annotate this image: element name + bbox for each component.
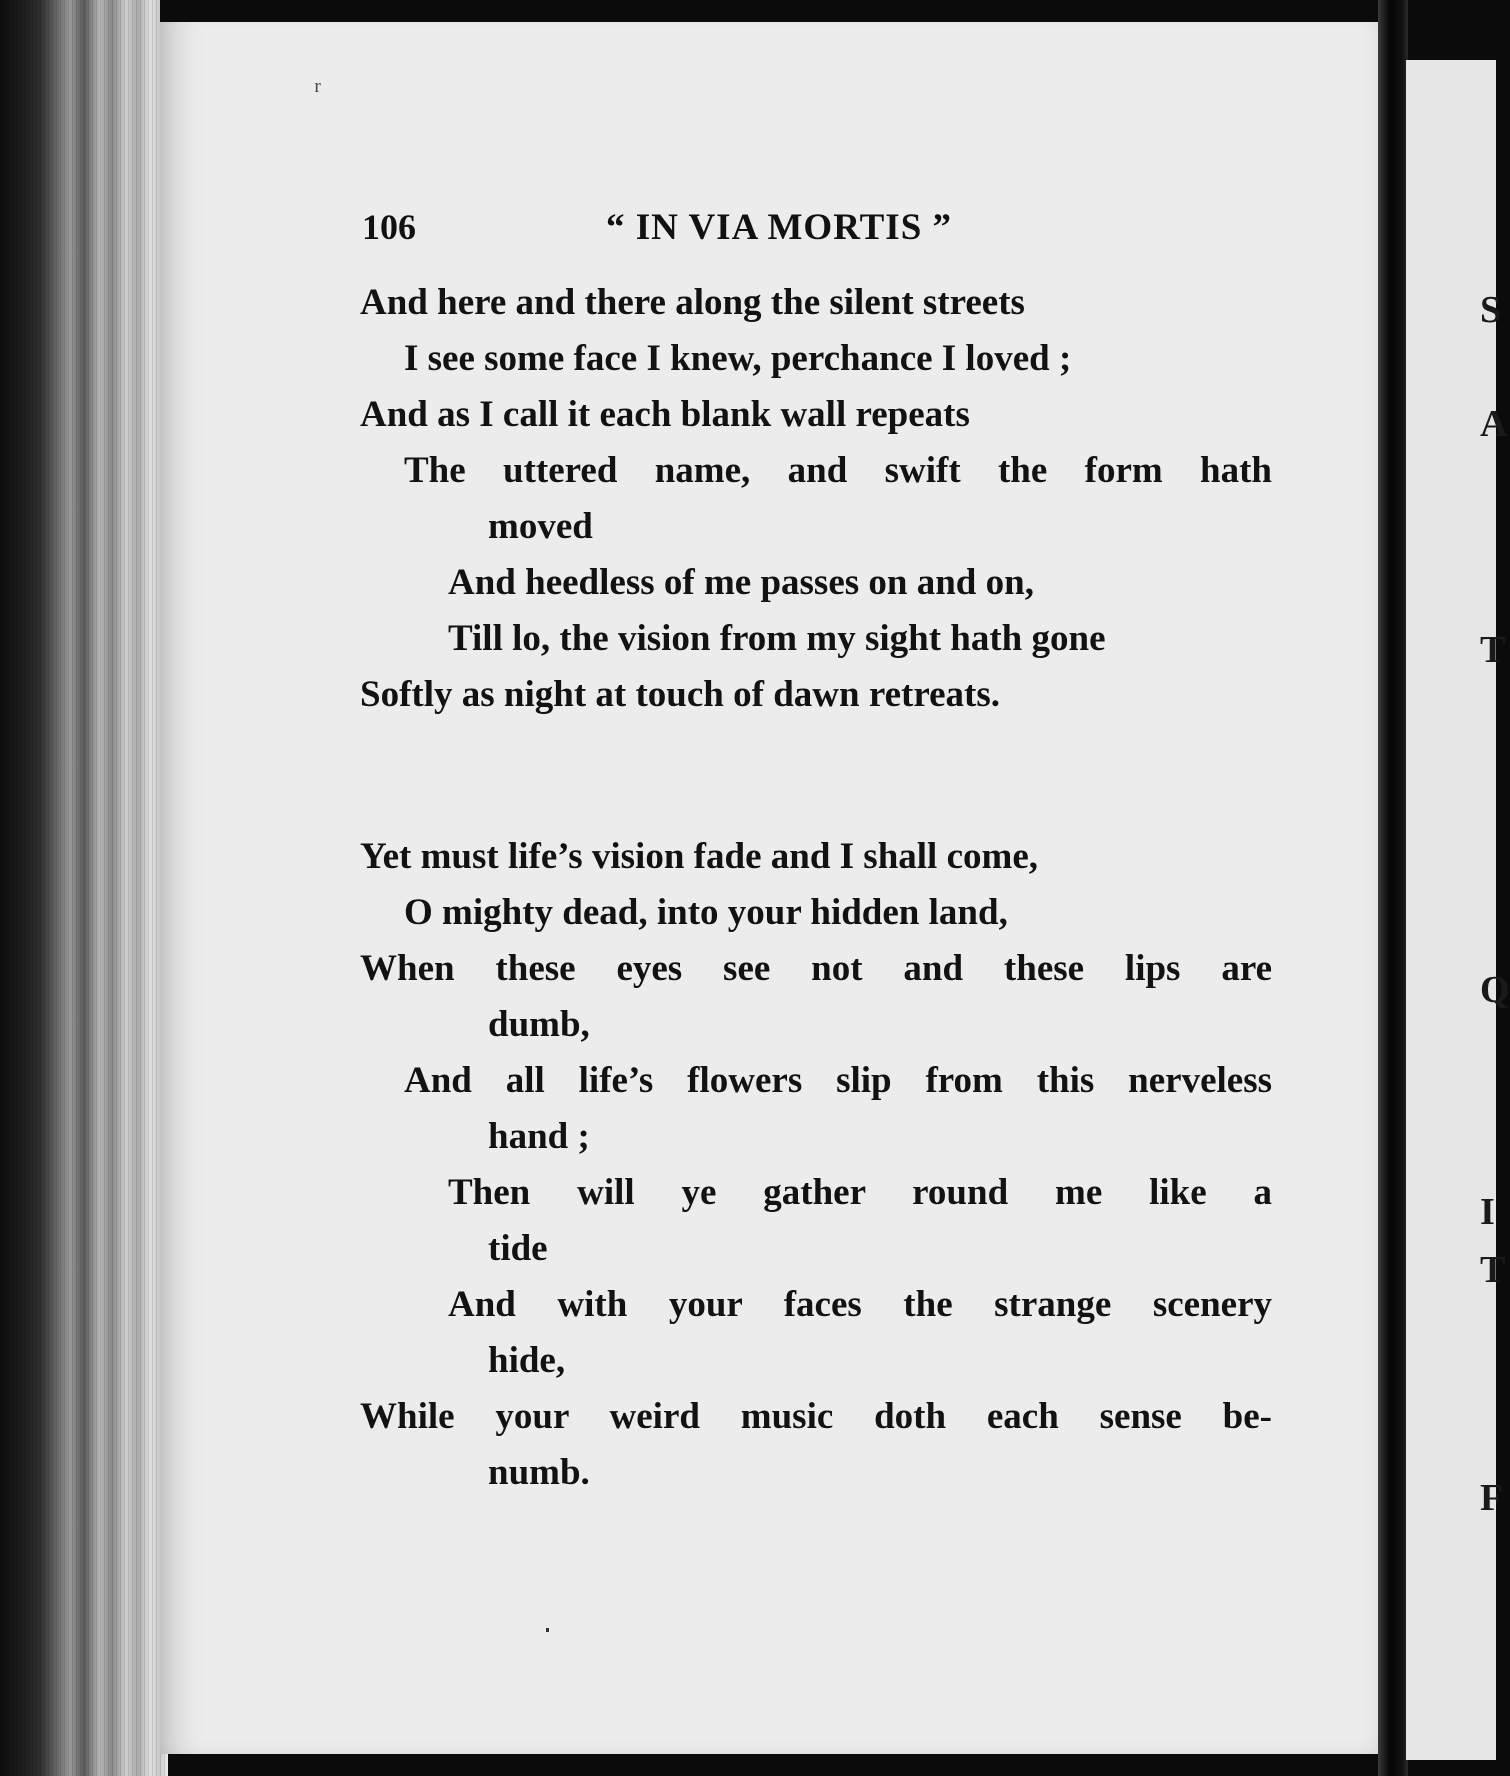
poem-line-continuation: hide, bbox=[488, 1340, 566, 1381]
poem-line: The uttered name, and swift the form hath bbox=[404, 450, 1272, 491]
facing-page-letter: A bbox=[1480, 403, 1508, 445]
book-gutter bbox=[1378, 0, 1408, 1776]
poem-line: Softly as night at touch of dawn retreats. bbox=[360, 674, 1000, 715]
facing-page-letter: I bbox=[1480, 1191, 1495, 1233]
poem-line-continuation: moved bbox=[488, 506, 593, 547]
poem-line-continuation: tide bbox=[488, 1228, 548, 1269]
speck bbox=[546, 1628, 549, 1632]
poem-line-continuation: numb. bbox=[488, 1452, 590, 1493]
stray-mark: ʳ bbox=[314, 72, 321, 108]
page-edges bbox=[0, 0, 168, 1776]
poem-line: Then will ye gather round me like a bbox=[448, 1172, 1272, 1213]
facing-page-letter: T bbox=[1480, 1249, 1506, 1291]
poem-line: I see some face I knew, perchance I loved ; bbox=[404, 338, 1072, 379]
poem-line: And with your faces the strange scenery bbox=[448, 1284, 1272, 1325]
facing-page-letter: Q bbox=[1480, 969, 1510, 1011]
page-header bbox=[362, 206, 1274, 254]
poem-line-continuation: hand ; bbox=[488, 1116, 590, 1157]
book-page bbox=[160, 14, 1392, 1754]
running-title: “ IN VIA MORTIS ” bbox=[606, 207, 953, 248]
facing-page-letter: S bbox=[1480, 289, 1502, 331]
poem-line: O mighty dead, into your hidden land, bbox=[404, 892, 1008, 933]
poem-line: Yet must life’s vision fade and I shall come, bbox=[360, 836, 1038, 877]
top-shadow bbox=[160, 0, 1392, 22]
poem-line: And as I call it each blank wall repeats bbox=[360, 394, 970, 435]
poem-line: When these eyes see not and these lips are bbox=[360, 948, 1272, 989]
poem-line: And heedless of me passes on and on, bbox=[448, 562, 1034, 603]
page-number: 106 bbox=[362, 207, 416, 247]
poem-line: And here and there along the silent streets bbox=[360, 282, 1025, 323]
poem-line: While your weird music doth each sense be- bbox=[360, 1396, 1272, 1437]
facing-page-letter: T bbox=[1480, 629, 1506, 671]
poem-line: Till lo, the vision from my sight hath gone bbox=[448, 618, 1106, 659]
poem-line-continuation: dumb, bbox=[488, 1004, 590, 1045]
poem-line: And all life’s flowers slip from this nerveless bbox=[404, 1060, 1272, 1101]
facing-page-letter: F bbox=[1480, 1477, 1504, 1519]
